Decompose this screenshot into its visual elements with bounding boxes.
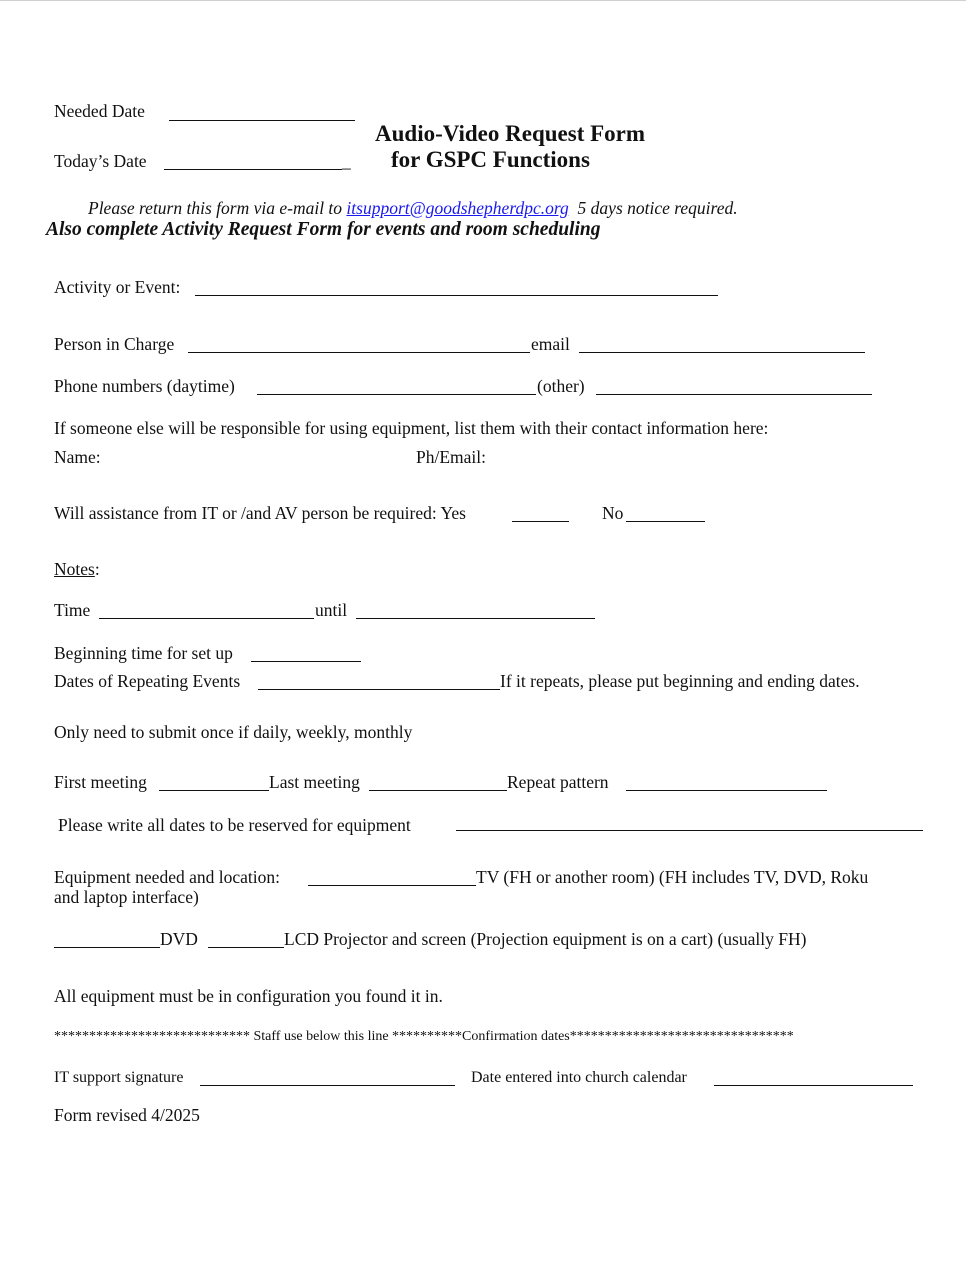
form-title-line2: for GSPC Functions <box>391 147 590 172</box>
configuration-note: All equipment must be in configuration you found it in. <box>54 986 443 1006</box>
last-meeting-field[interactable] <box>369 790 507 791</box>
phone-daytime-label: Phone numbers (daytime) <box>54 376 235 396</box>
phone-other-field[interactable] <box>596 394 872 395</box>
setup-time-label: Beginning time for set up <box>54 643 233 663</box>
equipment-label: Equipment needed and location: <box>54 867 280 887</box>
setup-time-field[interactable] <box>251 661 361 662</box>
assistance-yes-field[interactable] <box>512 521 569 522</box>
form-title-line1: Audio-Video Request Form <box>375 121 646 146</box>
first-meeting-label: First meeting <box>54 772 147 792</box>
first-meeting-field[interactable] <box>159 790 269 791</box>
todays-date-tail: _ <box>342 151 351 171</box>
lcd-projector-label: LCD Projector and screen (Projection equipment is on a cart) (usually FH) <box>284 929 807 949</box>
form-revised: Form revised 4/2025 <box>54 1105 200 1125</box>
todays-date-field[interactable] <box>164 169 342 170</box>
needed-date-field[interactable] <box>169 120 355 121</box>
tv-text: TV (FH or another room) (FH includes TV, DVD, Roku <box>476 867 869 887</box>
repeating-events-field[interactable] <box>258 689 500 690</box>
notice-text: 5 days notice required. <box>577 198 738 218</box>
repeat-pattern-label: Repeat pattern <box>507 772 609 792</box>
it-signature-field[interactable] <box>200 1085 455 1086</box>
return-prefix: Please return this form via e-mail to <box>88 198 343 218</box>
someone-else-text: If someone else will be responsible for using equipment, list them with their contact information here: <box>54 418 769 438</box>
repeat-pattern-field[interactable] <box>626 790 827 791</box>
email-field[interactable] <box>579 352 865 353</box>
ph-email-label: Ph/Email: <box>416 447 486 467</box>
notes-heading <box>54 559 100 580</box>
tv-field[interactable] <box>308 885 476 886</box>
tv-text-continued: and laptop interface) <box>54 887 199 907</box>
assistance-no-label: No <box>602 503 624 523</box>
page-top-border <box>0 0 966 1</box>
needed-date-label: Needed Date <box>54 101 145 121</box>
dvd-label: DVD <box>160 929 198 949</box>
assistance-no-field[interactable] <box>626 521 705 522</box>
assistance-label: Will assistance from IT or /and AV person be required: Yes <box>54 503 466 523</box>
calendar-entry-label: Date entered into church calendar <box>471 1069 687 1086</box>
also-complete-note: Also complete Activity Request Form for events and room scheduling <box>46 219 601 240</box>
time-start-field[interactable] <box>99 618 314 619</box>
phone-other-label: (other) <box>537 376 585 396</box>
email-label: email <box>531 334 570 354</box>
phone-daytime-field[interactable] <box>257 394 536 395</box>
notes-label: Notes <box>54 559 95 579</box>
time-end-field[interactable] <box>356 618 595 619</box>
until-label: until <box>315 600 348 620</box>
submit-once-note: Only need to submit once if daily, weekly, monthly <box>54 722 413 742</box>
activity-label: Activity or Event: <box>54 277 181 297</box>
repeating-events-label: Dates of Repeating Events <box>54 671 241 691</box>
time-label: Time <box>54 600 91 620</box>
it-signature-label: IT support signature <box>54 1069 184 1086</box>
dvd-field[interactable] <box>54 947 160 948</box>
name-label: Name: <box>54 447 101 467</box>
support-email-link[interactable]: itsupport@goodshepherdpc.org <box>346 198 569 218</box>
dates-reserved-label: Please write all dates to be reserved for equipment <box>58 815 411 835</box>
dates-reserved-field[interactable] <box>456 830 923 831</box>
calendar-entry-field[interactable] <box>714 1085 913 1086</box>
staff-divider: **************************** Staff use below this line **********Confirmation dates******************************** <box>54 1029 794 1044</box>
last-meeting-label: Last meeting <box>269 772 360 792</box>
activity-field[interactable] <box>195 295 718 296</box>
return-instructions <box>88 198 738 219</box>
repeating-hint: If it repeats, please put beginning and ending dates. <box>500 671 860 691</box>
person-in-charge-label: Person in Charge <box>54 334 175 354</box>
person-in-charge-field[interactable] <box>188 352 530 353</box>
todays-date-label: Today’s Date <box>54 151 147 171</box>
notes-colon: : <box>94 559 100 579</box>
lcd-projector-field[interactable] <box>208 947 284 948</box>
